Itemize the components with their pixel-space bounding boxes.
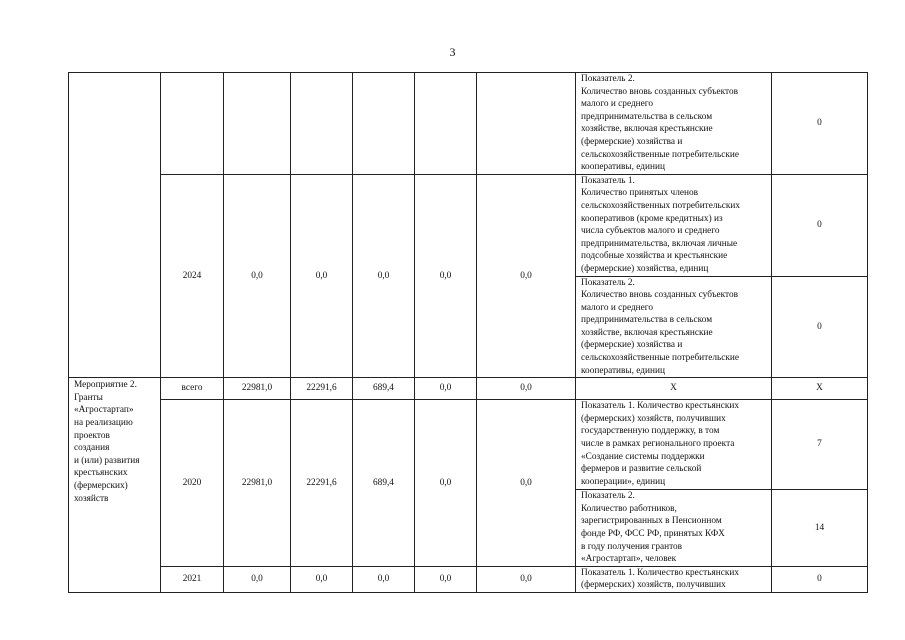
amount-cell: 0,0: [415, 174, 477, 378]
amount-cell: 0,0: [415, 566, 477, 592]
indicator-text: Показатель 1. Количество крестьянских (фермерских) хозяйств, получивших государственную поддержку, в том числе в рамках регионального проекта «Создание системы поддержки фермеров и развитие сельской кооперации», единиц: [576, 400, 772, 490]
amount-cell: 0,0: [477, 566, 576, 592]
indicator-value: 0: [772, 174, 868, 276]
indicator-value: 0: [772, 276, 868, 378]
indicator-text: Показатель 2. Количество вновь созданных субъектов малого и среднего предпринимательства в сельском хозяйстве, включая крестьянские (фермерские) хозяйства и сельскохозяйственные потребительские кооперативы, единиц: [576, 73, 772, 175]
year-cell: всего: [161, 378, 224, 400]
amount-cell: 689,4: [353, 400, 415, 567]
table-row: [69, 378, 868, 400]
amount-cell: 0,0: [415, 378, 477, 400]
table-row: [69, 73, 868, 175]
amount-cell: 22291,6: [291, 378, 353, 400]
amount-cell: 0,0: [353, 174, 415, 378]
amount-cell: 0,0: [477, 174, 576, 378]
indicator-text: X: [576, 378, 772, 400]
indicator-text: Показатель 2. Количество работников, зарегистрированных в Пенсионном фонде РФ, ФСС РФ, принятых КФХ в году получения грантов «Агростартап», человек: [576, 490, 772, 567]
amount-cell: 0,0: [415, 400, 477, 567]
amount-cell: 22981,0: [224, 378, 291, 400]
amount-cell: 0,0: [224, 174, 291, 378]
year-cell: 2020: [161, 400, 224, 567]
page-number: 3: [449, 45, 456, 59]
table-row: [69, 400, 868, 490]
amount-cell: 22291,6: [291, 400, 353, 567]
indicator-text: Показатель 2. Количество вновь созданных субъектов малого и среднего предпринимательства в сельском хозяйстве, включая крестьянские (фермерские) хозяйства и сельскохозяйственные потребительские кооперативы, единиц: [576, 276, 772, 378]
program-table: [68, 72, 868, 593]
indicator-value: 0: [772, 566, 868, 592]
indicator-value: 7: [772, 400, 868, 490]
amount-cell: 0,0: [291, 566, 353, 592]
amount-cell: 689,4: [353, 378, 415, 400]
amount-cell: 0,0: [353, 566, 415, 592]
measure-name-cell: Мероприятие 2. Гранты «Агростартап» на реализацию проектов создания и (или) развития крестьянских (фермерских) хозяйств: [69, 378, 161, 593]
table-row: [69, 566, 868, 592]
year-cell: 2024: [161, 174, 224, 378]
measure-name-cell: [69, 73, 161, 378]
indicator-value: 0: [772, 73, 868, 175]
indicator-value: 14: [772, 490, 868, 567]
indicator-text: Показатель 1. Количество принятых членов сельскохозяйственных потребительских кооперативов (кроме кредитных) из числа субъектов малого и среднего предпринимательства, включая личные подсобные хозяйства и крестьянские (фермерские) хозяйства, единиц: [576, 174, 772, 276]
amount-cell: 22981,0: [224, 400, 291, 567]
amount-cell: 0,0: [477, 378, 576, 400]
amount-cell: 0,0: [224, 566, 291, 592]
amount-cell: 0,0: [477, 400, 576, 567]
indicator-value: X: [772, 378, 868, 400]
table-row: [69, 174, 868, 276]
indicator-text: Показатель 1. Количество крестьянских (фермерских) хозяйств, получивших: [576, 566, 772, 592]
amount-cell: 0,0: [291, 174, 353, 378]
year-cell: 2021: [161, 566, 224, 592]
